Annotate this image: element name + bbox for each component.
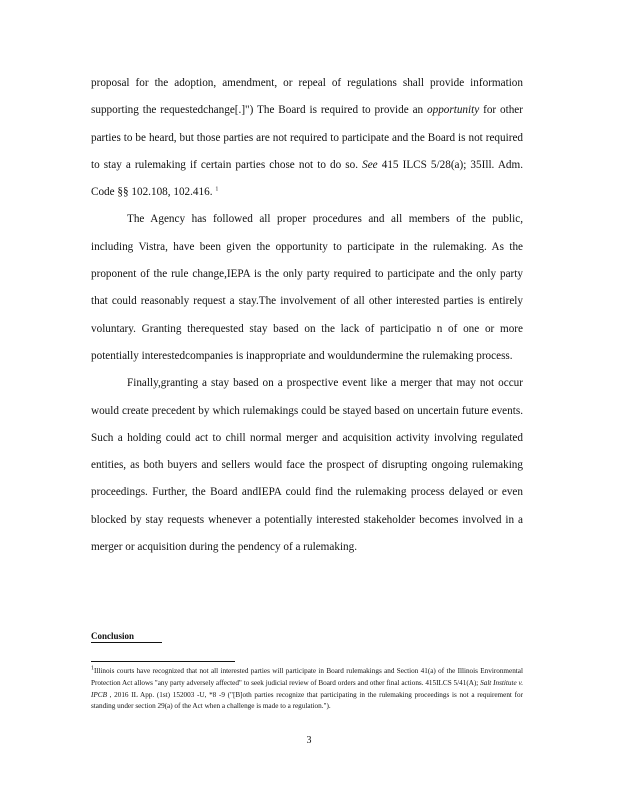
page-number: 3 xyxy=(306,735,312,746)
body-text xyxy=(91,70,523,561)
citation: 415 ILCS 5/28(a); 35Ill. Adm. Code §§ 102.108, 102.416. xyxy=(91,158,523,199)
text-run: for other parties to be heard, but those parties are not required to participate and the Board is not required to stay a rulemaking if certain parties chose not to do so. xyxy=(91,104,523,171)
footnote-separator xyxy=(91,661,235,662)
case-citation: Salt Institute v. IPCB xyxy=(91,678,523,699)
footnote-text-run: , 2016 IL App. (1st) 152003 -U, *8 -9 ("[B]oth parties recognize that participating in the rulemaking proceedings is not a requirement for standing under section 29(a) of the Act when a challenge is made to a regulation."). xyxy=(91,690,523,711)
italic-term: opportunity xyxy=(427,104,480,117)
paragraph-continued xyxy=(91,70,523,206)
paragraph-agency-procedures: The Agency has followed all proper procedures and all members of the public, including Vistra, have been given the opportunity to participate in the rulemaking. As the proponent of the rule change,IEPA is the only party required to participate and the only party that could reasonably request a stay.The involvement of all other interested parties is entirely voluntary. Granting therequested stay based on the lack of participatio n of one or more potentially interestedcompanies is inappropriate and wouldundermine the rulemaking process. xyxy=(91,213,523,362)
footnote-marker: 1 xyxy=(91,665,94,672)
section-heading-conclusion: Conclusion xyxy=(91,630,162,643)
footnote-reference[interactable]: 1 xyxy=(215,186,219,193)
footnote-text xyxy=(91,666,523,713)
footnote-text-run: Illinois courts have recognized that not all interested parties will participate in Board rulemakings and Section 41(a) of the Illinois Environmental Protection Act allows "any party adversely affected" to seek judicial review of Board orders and other final actions. 415ILCS 5/41(A); xyxy=(91,667,523,687)
text-run: proposal for the adoption, amendment, or repeal of regulations shall provide information supporting the requestedchange[.]") The Board is required to provide an xyxy=(91,77,523,117)
citation-signal: See xyxy=(362,158,378,171)
paragraph-stay-precedent: Finally,granting a stay based on a prospective event like a merger that may not occur would create precedent by which rulemakings could be stayed based on uncertain future events. Such a holding could act to chill normal merger and acquisition activity involving regulated entities, as both buyers and sellers would face the prospect of disrupting ongoing rulemaking proceedings. Further, the Board andIEPA could find the rulemaking process delayed or even blocked by stay requests whenever a potentially interested stakeholder becomes involved in a merger or acquisition during the pendency of a rulemaking. xyxy=(91,377,523,554)
footnote xyxy=(91,666,523,713)
